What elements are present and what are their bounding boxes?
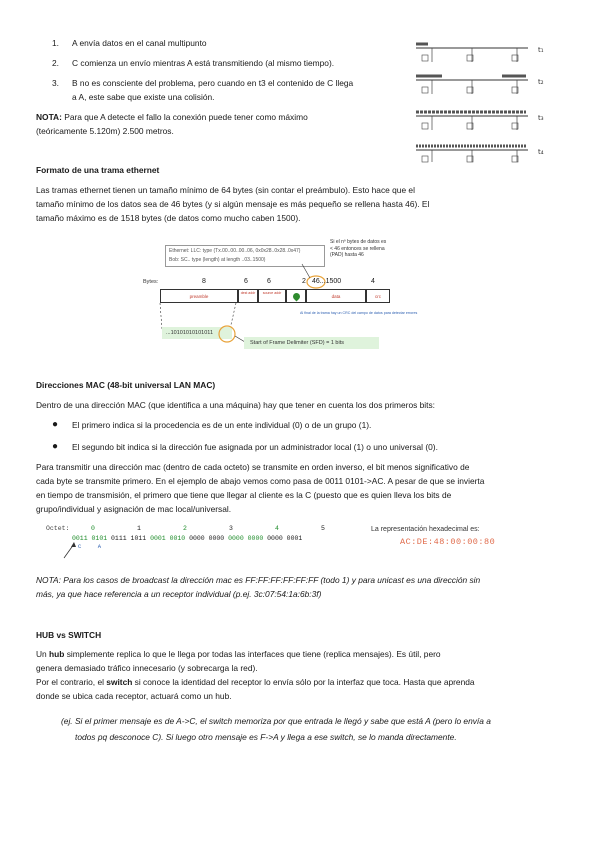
octet-bits-2b: 0010 [169, 535, 186, 542]
hub-heading: HUB vs SWITCH [36, 630, 102, 640]
ethertype-marker [292, 292, 302, 302]
octet-sub-letters: C A [78, 543, 102, 550]
list-item-3-line2: a A, este sabe que existe una colisión. [72, 92, 215, 102]
octet-bits-4a: 0000 [228, 535, 244, 542]
mac-paragraph-line4: grupo/individual y asignación de mac local/universal. [36, 504, 232, 514]
octet-bits-0b: 0101 [91, 535, 108, 542]
octet-bits-4b: 0000 [247, 535, 264, 542]
hex-label: La representación hexadecimal es: [371, 526, 480, 533]
mac-paragraph-line2: cada byte se transmite primero. En el ejemplo de abajo vemos como pasa de 0011 0101->AC. A pesar de que se invierta [36, 476, 485, 486]
field-name-source: source addr [262, 291, 282, 295]
nota-label: NOTA: [36, 112, 62, 122]
byte-size-preamble: 8 [202, 278, 206, 285]
row-label-t3: t₃ [538, 114, 544, 122]
ethernet-heading: Formato de una trama ethernet [36, 165, 160, 175]
field-name-preamble: preamble [189, 294, 209, 299]
octet-bits-3a: 0000 [189, 535, 205, 542]
list-number-1: 1. [52, 38, 59, 48]
frame-field-data [306, 289, 366, 303]
bytes-label: Bytes: [143, 279, 159, 285]
hub-line4: donde se ubica cada receptor, actuará como un hub. [36, 691, 232, 701]
octet-number-2: 2 [183, 525, 187, 532]
nota-distance [36, 111, 406, 125]
hub-line3-pre: Por el contrario, el [36, 677, 107, 687]
diagram-row-1 [416, 44, 528, 62]
nota-text-line2: (teóricamente 5.120m) 2.500 metros. [36, 126, 174, 136]
octet-bits-2a: 0001 [150, 535, 166, 542]
ethernet-paragraph-line1: Las tramas ethernet tienen un tamaño mínimo de 64 bytes (sin contar el preámbulo). Esto hace que el [36, 185, 415, 195]
octet-bits-3b: 0000 [208, 535, 225, 542]
crc-note: Al final de la trama hay un CRC del campo de datos para detectar errores [300, 311, 418, 315]
mac-nota-line2: más, ya que hace referencia a un receptor individual (p.ej. 3c:07:54:1a:6b:3f) [36, 589, 322, 599]
hub-keyword: hub [49, 649, 65, 659]
octet-number-4: 4 [275, 525, 279, 532]
ethernet-paragraph-line2: tamaño mínimo de los datos sea de 46 bytes (y si algún mensaje es más pequeño se rellena hasta 46). El [36, 199, 430, 209]
frame-field-preamble [160, 289, 238, 303]
octet-label: Octet: [46, 525, 70, 532]
octet-bits-5a: 0000 [267, 535, 283, 542]
list-item-2: C comienza un envío mientras A está transmitiendo (al mismo tiempo). [72, 58, 335, 68]
byte-size-source: 6 [267, 278, 271, 285]
hub-line2: genera demasiado tráfico innecesario (y sobrecarga la red). [36, 663, 258, 673]
nota-text-line1: Para que A detecte el fallo la conexión puede tener como máximo [61, 112, 308, 122]
frame-field-dest [238, 289, 258, 303]
mac-bullet-2: El segundo bit indica si la dirección fue asignada por un administrador local (1) o uno universal (0). [72, 442, 438, 452]
sfd-label: Start of Frame Delimiter (SFD) = 1 bits [244, 337, 379, 349]
ethertype-line1: Ethernet: LLC: type (Tx.00..00..00..06, 0x0x28..0x28..0x47) [169, 248, 301, 254]
preamble-bits-box: ...10101010101011 [162, 327, 232, 339]
mac-heading: Direcciones MAC (48-bit universal LAN MAC) [36, 380, 216, 390]
hub-line1 [36, 648, 441, 662]
hub-line3-post: si conoce la identidad del receptor lo envía sólo por la interfaz que toca. Hasta que aprenda [132, 677, 475, 687]
switch-keyword: switch [106, 677, 133, 687]
mac-paragraph-line1: Para transmitir una dirección mac (dentro de cada octeto) se transmite en orden inverso, el bit menos significativo de [36, 462, 470, 472]
octet-number-3: 3 [229, 525, 233, 532]
byte-size-type: 2 [302, 278, 306, 285]
bullet-dot-2: ● [52, 441, 59, 452]
frame-field-crc [366, 289, 390, 303]
list-number-2: 2. [52, 58, 59, 68]
byte-size-crc: 4 [371, 278, 375, 285]
hub-line1-post: simplemente replica lo que le llega por todas las interfaces que tiene (replica mensajes). Es útil, pero [64, 649, 441, 659]
octet-bits-1a: 0111 [111, 535, 127, 542]
field-name-data: data [331, 294, 341, 299]
hub-example-line2: todos pq desconoce C). Si luego otro mensaje es F->A y llega a ese switch, se lo manda directamente. [75, 732, 457, 742]
octet-bits-0a: 0011 [72, 535, 88, 542]
octet-bits-row [72, 535, 302, 542]
ethertype-line2: Bob: SC.. type (length) at length ..03..1500) [169, 257, 266, 263]
hub-line3 [36, 676, 475, 690]
bullet-dot-1: ● [52, 419, 59, 430]
collision-timing-diagram [412, 36, 562, 166]
byte-size-data: 46...1500 [312, 278, 342, 285]
octet-number-1: 1 [137, 525, 141, 532]
field-name-crc: crc [375, 294, 381, 299]
list-item-1: A envía datos en el canal multipunto [72, 38, 207, 48]
mac-bullet-1: El primero indica si la procedencia es de un ente individual (0) o de un grupo (1). [72, 420, 372, 430]
ethernet-paragraph-line3: tamaño máximo es de 1518 bytes (de datos como mucho caben 1500). [36, 213, 301, 223]
diagram-row-3 [416, 112, 528, 130]
field-name-dest: dest addr [240, 291, 256, 295]
padding-note: Si el nº bytes de datos es < 46 entonces se rellena (PAD) hasta 46 [330, 239, 387, 258]
ethertype-highlight [296, 262, 326, 292]
byte-size-dest: 6 [244, 278, 248, 285]
list-item-3-line1: B no es consciente del problema, pero cuando en t3 el contenido de C llega [72, 78, 354, 88]
diagram-row-2 [416, 76, 528, 94]
hex-value: AC:DE:48:00:00:80 [400, 537, 496, 547]
octet-bits-1b: 1011 [130, 535, 147, 542]
hub-line1-pre: Un [36, 649, 50, 659]
list-number-3: 3. [52, 78, 59, 88]
mac-paragraph-line3: en tiempo de transmisión, el primero que tiene que llegar al cliente es la C (puesto que es quien lleva los bits de [36, 490, 452, 500]
diagram-row-4 [416, 146, 528, 162]
hub-example-line1: (ej. Si el primer mensaje es de A->C, el switch memoriza por que entrada le llegó y sabe que está A (pero lo envía a [61, 716, 491, 726]
octet-number-5: 5 [321, 525, 325, 532]
octet-number-0: 0 [91, 525, 95, 532]
mac-intro: Dentro de una dirección MAC (que identifica a una máquina) hay que tener en cuenta los dos primeros bits: [36, 400, 435, 410]
frame-field-type [286, 289, 306, 303]
mac-nota-line1: NOTA: Para los casos de broadcast la dirección mac es FF:FF:FF:FF:FF:FF (todo 1) y para unicast es una dirección sin [36, 575, 481, 585]
row-label-t4: t₄ [538, 148, 544, 156]
row-label-t2: t₂ [538, 78, 544, 86]
frame-field-source [258, 289, 286, 303]
sfd-highlight [215, 322, 245, 346]
row-label-t1: t₁ [538, 46, 544, 54]
octet-bits-5b: 0001 [286, 535, 303, 542]
